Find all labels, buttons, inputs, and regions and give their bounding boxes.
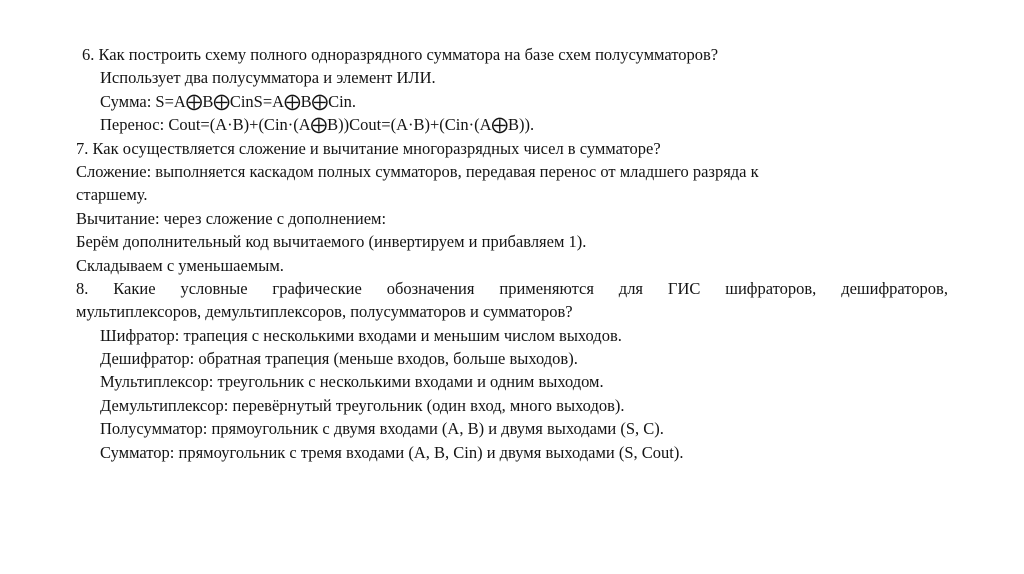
answer-7-subtraction: Вычитание: через сложение с дополнением: [76,208,387,228]
word: применяются [499,278,594,298]
word: шифраторов, [725,278,817,298]
answer-7-addition: Сложение: выполняется каскадом полных сумматоров, передавая перенос от младшего разряда к [76,161,759,181]
answer-8-multiplexer: Мультиплексор: треугольник с несколькими входами и одним выходом. [100,372,604,392]
question-8-line-2: мультиплексоров, демультиплексоров, полусумматоров и сумматоров? [76,302,573,322]
answer-6-text: Использует два полусумматора и элемент ИЛИ. [100,68,436,88]
answer-7-step-2: Складываем с уменьшаемым. [76,255,284,275]
answer-7-step-1: Берём дополнительный код вычитаемого (инвертируем и прибавляем 1). [76,232,587,252]
answer-7-addition-cont: старшему. [76,185,148,205]
question-7: 7. Как осуществляется сложение и вычитание многоразрядных чисел в сумматоре? [76,138,661,158]
answer-8-decoder: Дешифратор: обратная трапеция (меньше входов, больше выходов). [100,349,578,369]
word: 8. [76,278,89,298]
answer-8-half-adder: Полусумматор: прямоугольник с двумя входами (A, B) и двумя выходами (S, C). [100,419,664,439]
word: для [618,278,644,298]
word: графические [272,278,362,298]
word: ГИС [667,278,701,298]
answer-8-full-adder: Сумматор: прямоугольник с тремя входами (A, B, Cin) и двумя выходами (S, Cout). [100,442,684,462]
word: обозначения [386,278,475,298]
question-8-line-1 [76,277,948,300]
document-body [76,43,948,464]
answer-6-sum-formula: Сумма: S=A⨁B⨁CinS=A⨁B⨁Cin. [100,91,357,111]
word: дешифраторов, [841,278,948,298]
question-6: 6. Как построить схему полного одноразрядного сумматора на базе схем полусумматоров? [82,45,719,64]
answer-8-encoder: Шифратор: трапеция с несколькими входами и меньшим числом выходов. [100,325,622,345]
answer-6-carry-formula: Перенос: Cout=(A·B)+(Cin·(A⨁B))Cout=(A·B)+(Cin·(A⨁B)). [100,115,535,135]
answer-8-demultiplexer: Демультиплексор: перевёрнутый треугольник (один вход, много выходов). [100,395,625,415]
word: Какие [113,278,156,298]
word: условные [180,278,248,298]
